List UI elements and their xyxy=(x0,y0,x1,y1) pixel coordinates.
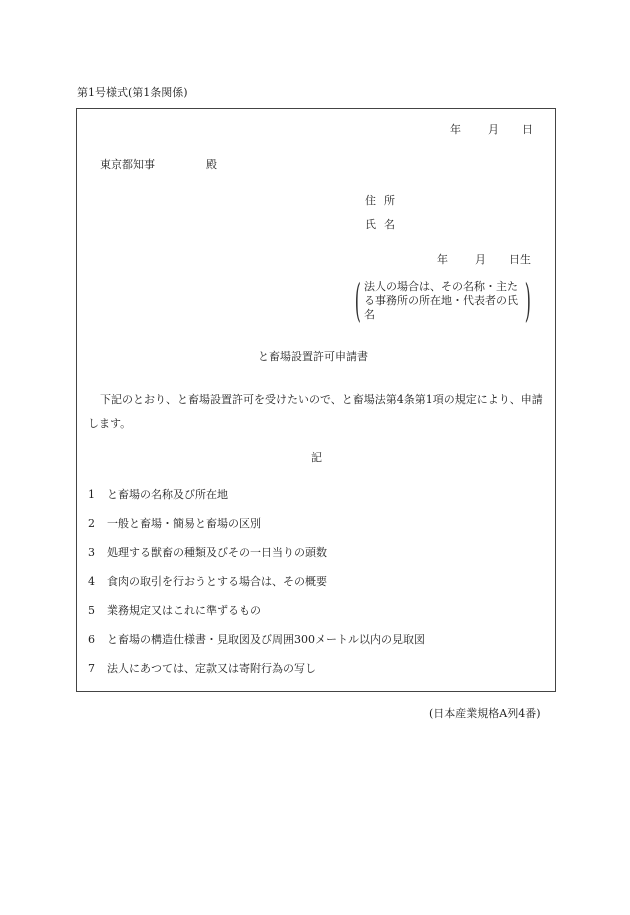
item-text: と畜場の構造仕様書・見取図及び周囲300メートル以内の見取図 xyxy=(107,633,425,646)
item-number: 2 xyxy=(88,517,95,530)
ki-heading: 記 xyxy=(311,451,322,464)
date-year-label: 年 xyxy=(450,123,461,136)
birth-year-label: 年 xyxy=(437,253,448,266)
list-item xyxy=(88,631,425,647)
birth-month-label: 月 xyxy=(475,253,486,266)
item-text: 食肉の取引を行おうとする場合は、その概要 xyxy=(107,575,327,588)
corporate-note xyxy=(354,274,532,327)
date-day-label: 日 xyxy=(522,123,533,136)
item-number: 3 xyxy=(88,546,95,559)
item-number: 1 xyxy=(88,488,95,501)
address-label: 住所 xyxy=(365,194,403,207)
form-number: 第1号様式(第1条関係) xyxy=(77,86,188,99)
addressee: 東京都知事 xyxy=(100,158,155,171)
item-number: 4 xyxy=(88,575,95,588)
item-text: 処理する獣畜の種類及びその一日当りの頭数 xyxy=(107,546,327,559)
item-text: 業務規定又はこれに準ずるもの xyxy=(107,604,261,617)
item-number: 6 xyxy=(88,633,95,646)
item-number: 7 xyxy=(88,662,95,675)
item-text: と畜場の名称及び所在地 xyxy=(107,488,228,501)
item-text: 一般と畜場・簡易と畜場の区別 xyxy=(107,517,261,530)
list-item xyxy=(88,544,327,560)
item-text: 法人にあつては、定款又は寄附行為の写し xyxy=(107,662,316,675)
list-item xyxy=(88,486,228,502)
honorific: 殿 xyxy=(206,158,217,171)
list-item xyxy=(88,660,316,676)
list-item xyxy=(88,602,261,618)
date-month-label: 月 xyxy=(488,123,499,136)
footer-note: (日本産業規格A列4番) xyxy=(429,707,541,720)
list-item xyxy=(88,515,261,531)
list-item xyxy=(88,573,327,589)
right-brace: ) xyxy=(525,274,532,327)
corporate-note-text: 法人の場合は、その名称・主たる事務所の所在地・代表者の氏名 xyxy=(364,280,518,321)
birth-day-label: 日生 xyxy=(509,253,531,266)
document-title: と畜場設置許可申請書 xyxy=(258,350,368,363)
left-brace: ( xyxy=(354,274,361,327)
body-text: 下記のとおり、と畜場設置許可を受けたいので、と畜場法第4条第1項の規定により、申請します。 xyxy=(88,393,543,430)
name-label: 氏名 xyxy=(365,218,403,231)
item-number: 5 xyxy=(88,604,95,617)
